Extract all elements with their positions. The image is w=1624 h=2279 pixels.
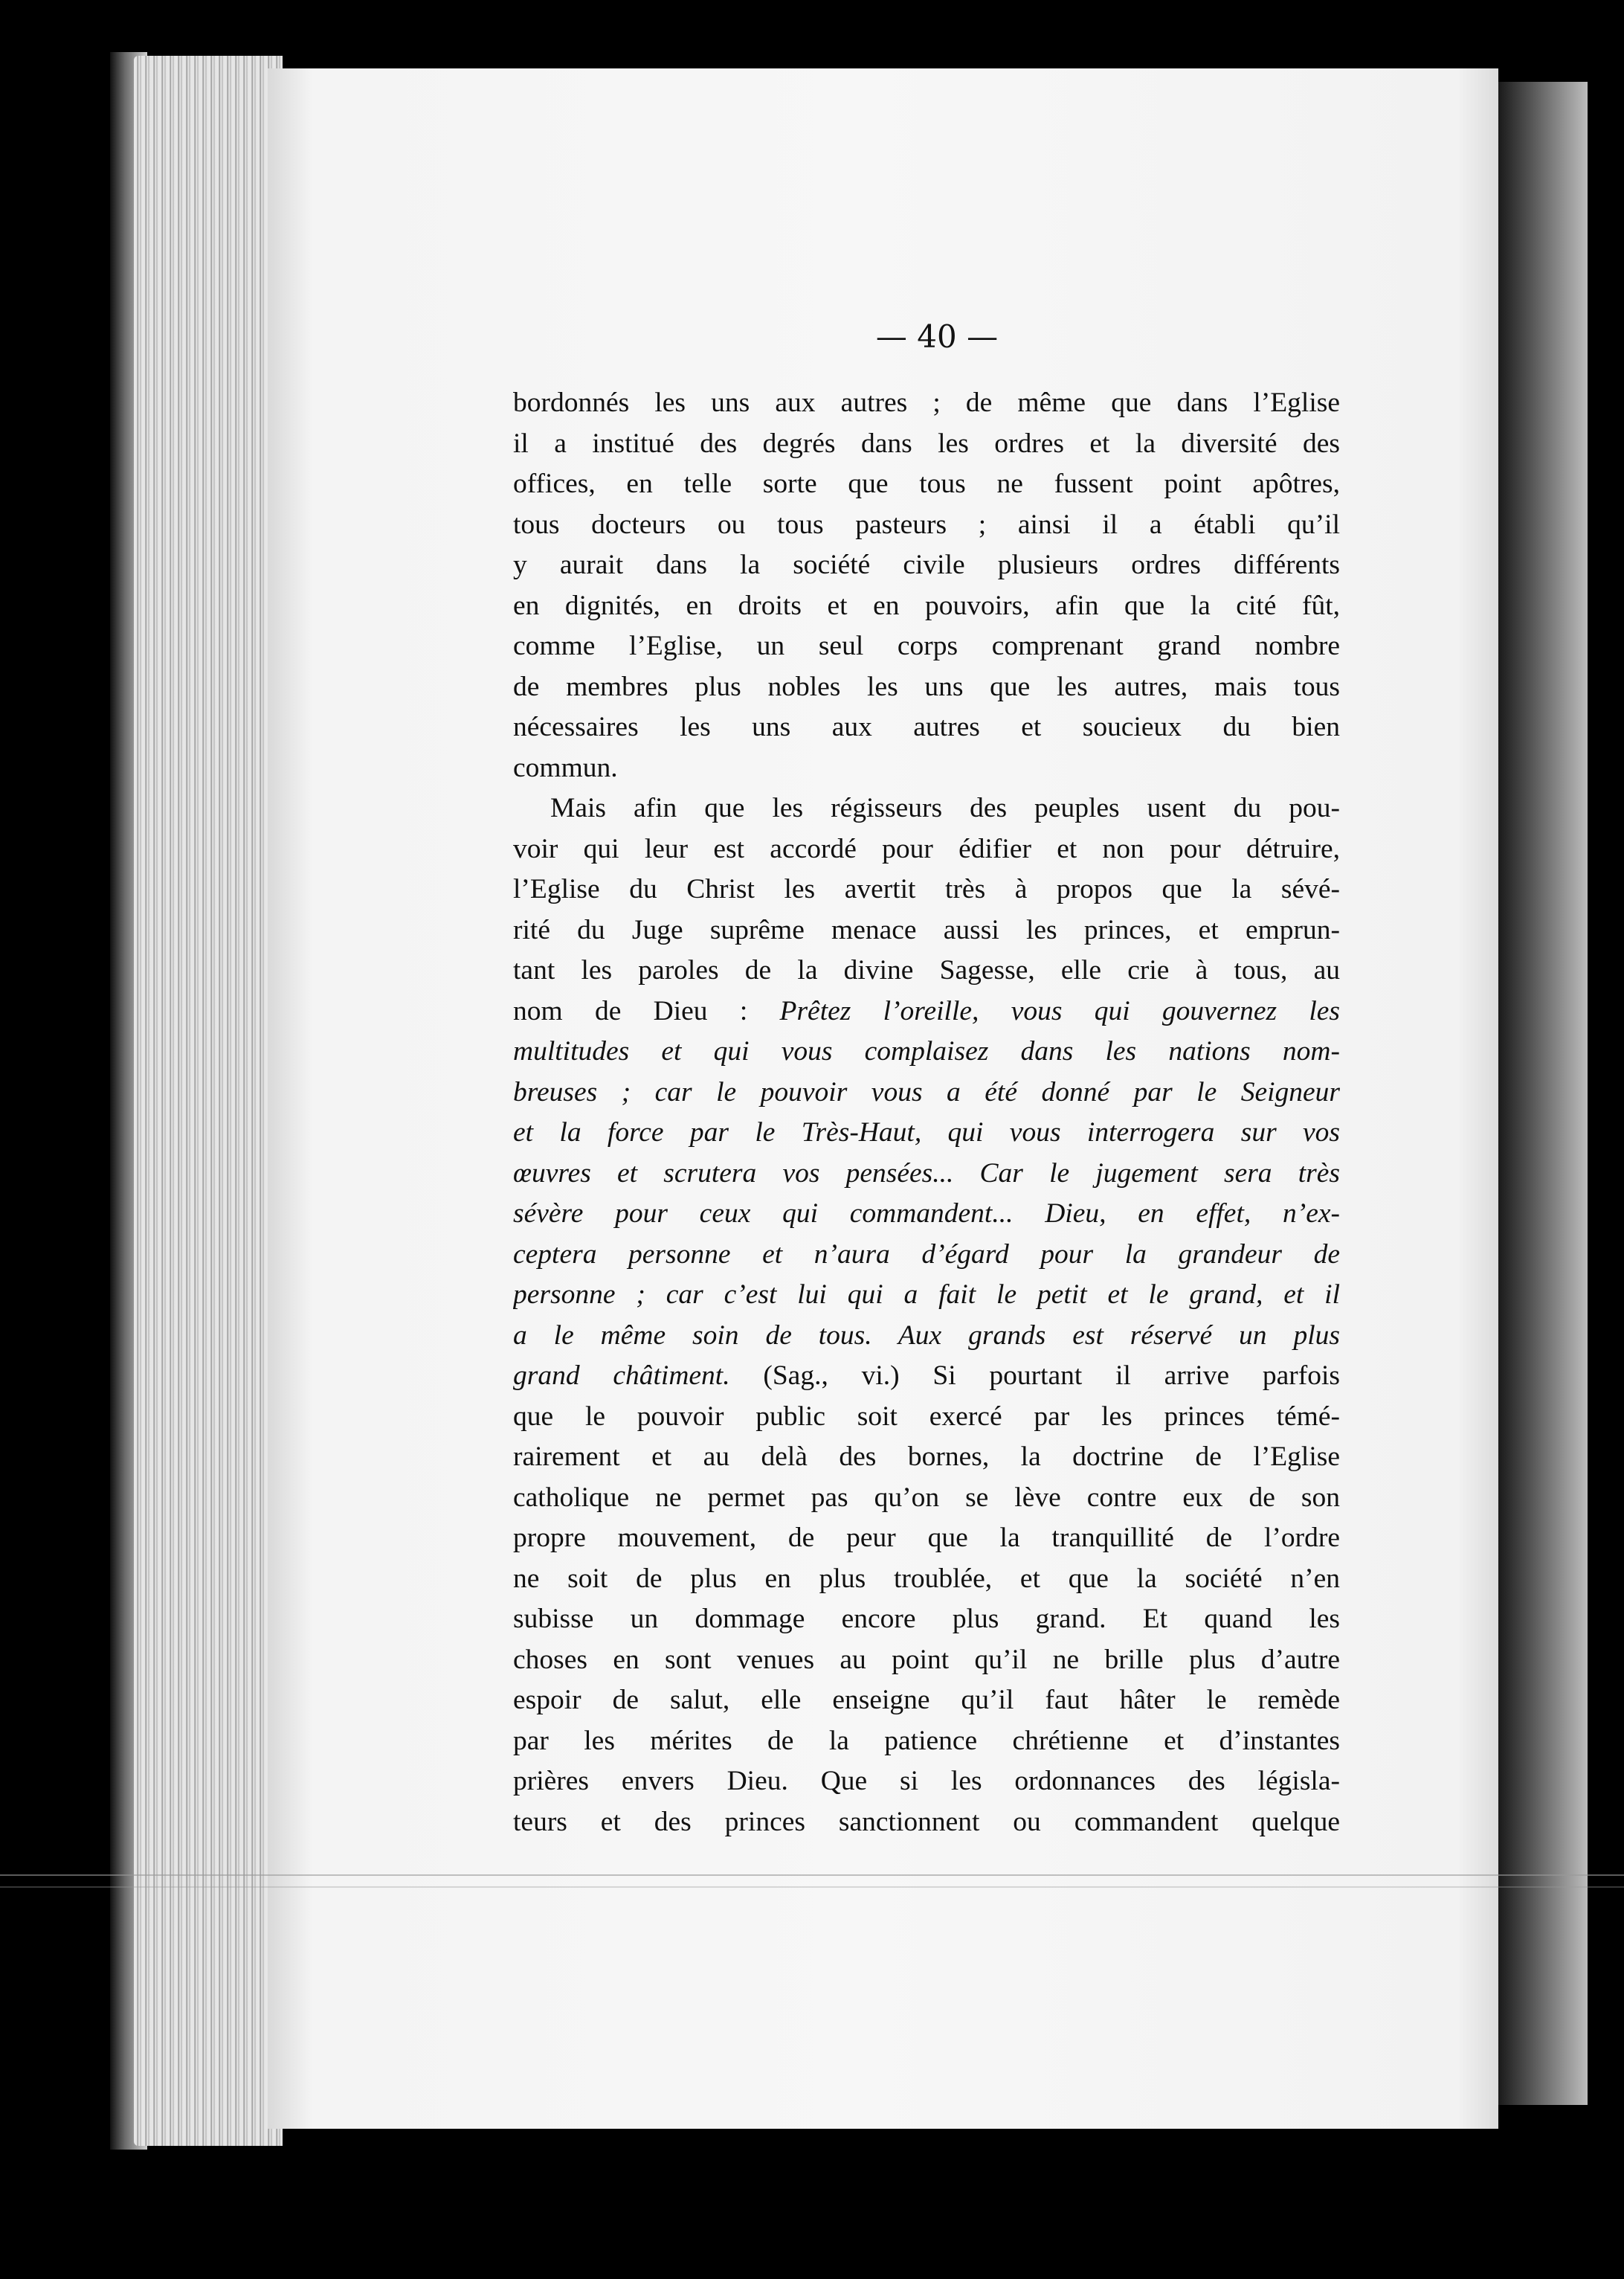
italic-quote-span: multitudes et qui vous complaisez dans les nations nom- xyxy=(513,1036,1340,1067)
text-line: il a institué des degrés dans les ordres et la diversité des xyxy=(513,428,1340,459)
text-line: l’Eglise du Christ les avertit très à propos que la sévé- xyxy=(513,874,1340,904)
text-line: espoir de salut, elle enseigne qu’il faut hâter le remède xyxy=(513,1685,1340,1715)
paragraph-start-line: Mais afin que les régisseurs des peuples usent du pou- xyxy=(550,793,1340,823)
italic-quote-line xyxy=(513,1194,1340,1235)
italic-quote-span: œuvres et scrutera vos pensées... Car le jugement sera très xyxy=(513,1157,1340,1189)
italic-quote-span: Prêtez l’oreille, vous qui gouvernez les xyxy=(779,995,1340,1026)
text-line: offices, en telle sorte que tous ne fussent point apôtres, xyxy=(513,469,1340,499)
text-line: catholique ne permet pas qu’on se lève contre eux de son xyxy=(513,1482,1340,1513)
facing-page-edge xyxy=(1498,82,1588,2105)
scan-artifact-line xyxy=(0,1874,1624,1876)
text-line: nécessaires les uns aux autres et soucieux du bien xyxy=(513,712,1340,742)
italic-quote-span: et la force par le Très-Haut, qui vous interrogera sur vos xyxy=(513,1117,1340,1148)
italic-quote-span: a le même soin de tous. Aux grands est réservé un plus xyxy=(513,1319,1340,1351)
text-line: comme l’Eglise, un seul corps comprenant grand nombre xyxy=(513,631,1340,661)
italic-quote-line xyxy=(513,1235,1340,1276)
italic-quote-span: grand châtiment. xyxy=(513,1360,730,1391)
page-number: — 40 — xyxy=(875,318,999,355)
text-span: (Sag., vi.) Si pourtant il arrive parfois xyxy=(763,1360,1340,1391)
text-line: prières envers Dieu. Que si les ordonnances des législa- xyxy=(513,1766,1340,1796)
text-span: nom de Dieu : xyxy=(513,995,748,1026)
page-edges xyxy=(134,56,283,2146)
text-line: tant les paroles de la divine Sagesse, elle crie à tous, au xyxy=(513,955,1340,986)
italic-quote-span: ceptera personne et n’aura d’égard pour la grandeur de xyxy=(513,1238,1340,1270)
text-line: ne soit de plus en plus troublée, et que la société n’en xyxy=(513,1563,1340,1594)
text-line: rité du Juge suprême menace aussi les princes, et emprun- xyxy=(513,914,1340,945)
text-line: en dignités, en droits et en pouvoirs, afin que la cité fût, xyxy=(513,590,1340,621)
italic-quote-span: sévère pour ceux qui commandent... Dieu, en effet, n’ex- xyxy=(513,1198,1340,1229)
text-line: propre mouvement, de peur que la tranquillité de l’ordre xyxy=(513,1523,1340,1553)
text-line: teurs et des princes sanctionnent ou commandent quelque xyxy=(513,1806,1340,1837)
text-line: bordonnés les uns aux autres ; de même que dans l’Eglise xyxy=(513,388,1340,418)
page-body-text xyxy=(513,383,1340,1842)
italic-quote-span: personne ; car c’est lui qui a fait le petit et le grand, et il xyxy=(513,1279,1340,1310)
text-line-mixed xyxy=(513,1356,1340,1397)
text-line-mixed xyxy=(513,991,1340,1032)
text-line: de membres plus nobles les uns que les autres, mais tous xyxy=(513,671,1340,702)
italic-quote-span: breuses ; car le pouvoir vous a été donné par le Seigneur xyxy=(513,1076,1340,1108)
text-line: voir qui leur est accordé pour édifier et non pour détruire, xyxy=(513,833,1340,864)
text-line: y aurait dans la société civile plusieurs ordres différents xyxy=(513,550,1340,580)
text-line: tous docteurs ou tous pasteurs ; ainsi il a établi qu’il xyxy=(513,509,1340,540)
italic-quote-line xyxy=(513,1032,1340,1073)
italic-quote-line xyxy=(513,1073,1340,1113)
text-line: choses en sont venues au point qu’il ne brille plus d’autre xyxy=(513,1644,1340,1675)
text-line: commun. xyxy=(513,752,618,783)
text-line: par les mérites de la patience chrétienne et d’instantes xyxy=(513,1725,1340,1756)
text-line: subisse un dommage encore plus grand. Et quand les xyxy=(513,1604,1340,1634)
italic-quote-line xyxy=(513,1154,1340,1195)
italic-quote-line xyxy=(513,1316,1340,1357)
text-line: que le pouvoir public soit exercé par les princes témé- xyxy=(513,1401,1340,1432)
italic-quote-line xyxy=(513,1113,1340,1154)
italic-quote-line xyxy=(513,1275,1340,1316)
scan-artifact-line xyxy=(0,1886,1624,1888)
text-line: rairement et au delà des bornes, la doctrine de l’Eglise xyxy=(513,1441,1340,1472)
